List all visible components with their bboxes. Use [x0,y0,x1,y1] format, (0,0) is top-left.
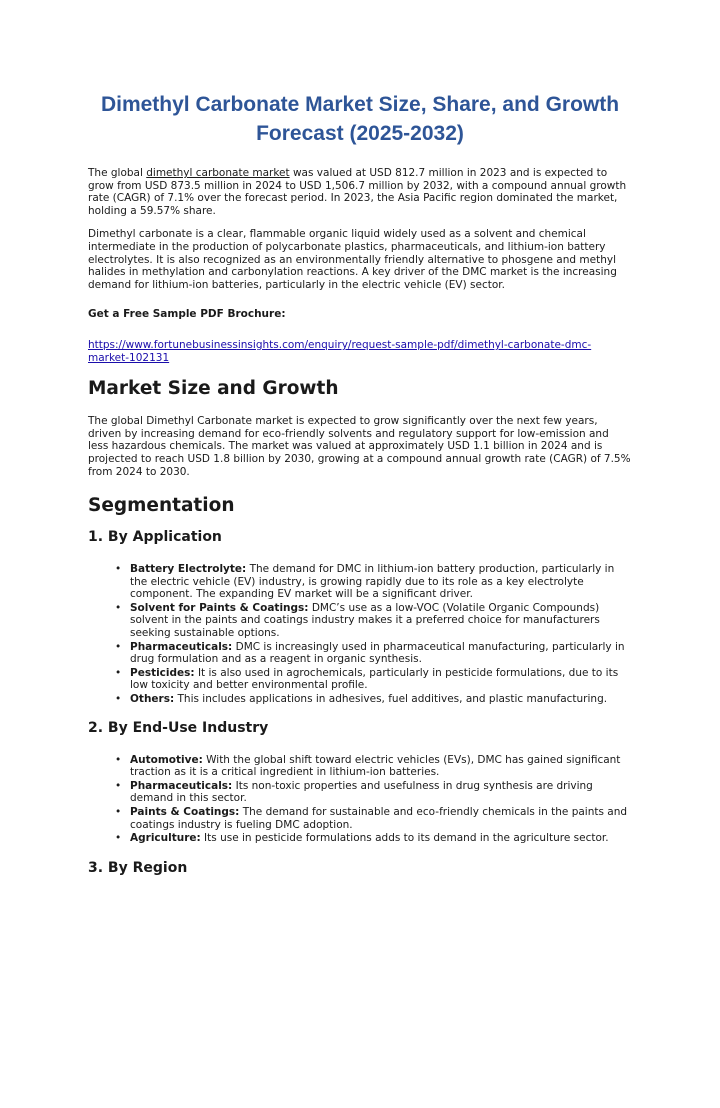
list-item [115,640,632,666]
bullet-icon: • [115,563,122,576]
list-item [115,753,632,779]
by-region-heading: 3. By Region [88,859,188,876]
item-label: Agriculture: [130,832,201,845]
item-label: Pesticides: [130,666,195,679]
bullet-icon: • [115,753,122,766]
item-text: DMC is increasingly used in pharmaceutical manufacturing, particularly in drug formulation and as a reagent in organic synthesis. [130,640,625,666]
market-size-heading: Market Size and Growth [88,378,339,400]
list-item [115,806,632,831]
sample-url-link[interactable]: https://www.fortunebusinessinsights.com/enquiry/request-sample-pdf/dimethyl-carbonate-dmc-market-102131 [88,338,592,364]
list-item [115,832,632,845]
item-text: The demand for DMC in lithium-ion battery production, particularly in the electric vehicle (EV) industry, is growing rapidly due to its role as a key electrolyte component. The expanding EV market will be a significant driver. [130,563,615,601]
bullet-icon: • [115,693,122,706]
bullet-icon: • [115,601,122,614]
list-item [115,601,632,640]
item-text: This includes applications in adhesives, fuel additives, and plastic manufacturing. [174,693,608,706]
intro-text-after: was valued at USD 812.7 million in 2023 and is expected to grow from USD 873.5 million in 2024 to USD 1,506.7 million by 2032, with a compound annual growth rate (CAGR) of 7.1% over the forecast period. In 2023, the Asia Pacific region dominated the market, holding a 59.57% share. [88,167,627,217]
bullet-icon: • [115,832,122,845]
document-page [0,90,720,1108]
item-label: Paints & Coatings: [130,806,240,818]
market-size-paragraph: The global Dimethyl Carbonate market is expected to grow significantly over the next few years, driven by increasing demand for eco-friendly solvents and regulatory support for low-emission and less hazardous chemicals. The market was valued at approximately USD 1.1 billion in 2024 and is projected to reach USD 1.8 billion by 2030, growing at a compound annual growth rate (CAGR) of 7.5% from 2024 to 2030. [88,415,631,478]
item-label: Solvent for Paints & Coatings: [130,601,309,614]
bullet-icon: • [115,806,122,818]
item-text: Its use in pesticide formulations adds to its demand in the agriculture sector. [200,832,609,845]
by-application-heading: 1. By Application [88,529,222,546]
segmentation-heading: Segmentation [88,495,235,517]
page-title: Dimethyl Carbonate Market Size, Share, and Growth Forecast (2025-2032) [100,93,620,145]
sample-label: Get a Free Sample PDF Brochure: [88,308,286,321]
item-label: Pharmaceuticals: [130,779,233,792]
description-paragraph: Dimethyl carbonate is a clear, flammable organic liquid widely used as a solvent and chemical intermediate in the production of polycarbonate plastics, pharmaceuticals, and lithium-ion battery electrolytes. It is also recognized as an environmentally friendly alternative to phosgene and methyl halides in methylation and carbonylation reactions. A key driver of the DMC market is the increasing demand for lithium-ion batteries, particularly in the electric vehicle (EV) sector. [88,228,617,291]
application-list [88,563,632,706]
item-text: With the global shift toward electric vehicles (EVs), DMC has gained significant traction as it is a critical ingredient in lithium-ion batteries. [130,753,621,779]
list-item [115,666,632,692]
intro-paragraph [88,167,632,217]
list-item [115,779,632,805]
list-item [115,693,632,706]
end-use-list [88,754,632,845]
item-label: Pharmaceuticals: [130,640,233,653]
item-text: It is also used in agrochemicals, particularly in pesticide formulations, due to its low toxicity and better environmental profile. [130,666,619,692]
item-text: Its non-toxic properties and usefulness in drug synthesis are driving demand in this sector. [130,779,593,805]
by-end-use-heading: 2. By End-Use Industry [88,719,269,736]
bullet-icon: • [115,666,122,679]
bullet-icon: • [115,640,122,653]
item-text: DMC’s use as a low-VOC (Volatile Organic Compounds) solvent in the paints and coatings industry makes it a preferred choice for manufacturers seeking sustainable options. [130,601,600,640]
bullet-icon: • [115,779,122,792]
intro-text-before: The global [88,167,147,179]
list-item [115,563,632,601]
market-link[interactable]: dimethyl carbonate market [146,167,290,179]
item-text: The demand for sustainable and eco-friendly chemicals in the paints and coatings industry is fueling DMC adoption. [130,806,628,831]
item-label: Others: [130,693,175,706]
item-label: Automotive: [130,753,203,766]
item-label: Battery Electrolyte: [130,563,247,576]
sample-url-paragraph [88,339,632,364]
